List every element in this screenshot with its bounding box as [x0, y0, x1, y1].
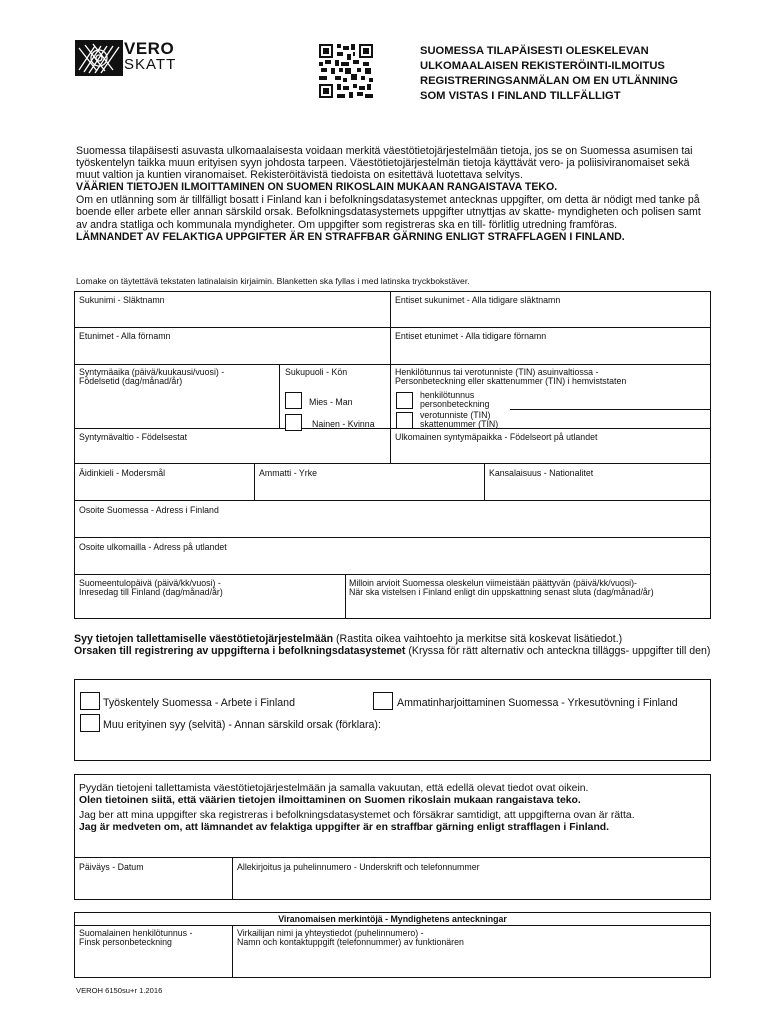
reason-other-label: Muu erityinen syy (selvitä) - Annan särskild orsak (förklara): — [103, 719, 381, 731]
pin-type-personal-id-label-fi: henkilötunnus — [420, 390, 475, 400]
pin-type-personal-id-checkbox[interactable] — [396, 392, 413, 409]
form-code: VEROH 6150su+r 1.2016 — [76, 986, 163, 995]
reason-heading-sv: Orsaken till registrering av uppgifterna i befolkningsdatasystemet — [74, 645, 406, 658]
intro-finnish: Suomessa tilapäisesti asuvasta ulkomaalaisesta voidaan merkitä väestötietojärjestelmään tietoja, jos se on Suomessa asumisen tai työskentelyn taikka muun erityisen syyn johdosta tarpeen. Väestötietojärjestelmän tietoja käyttävät vero- ja poliisiviranomaiset sekä muut valtion ja kuntien viranomaiset. Rekisteröitävistä tiedoista on esitettävä luotettava selvitys. — [76, 145, 693, 182]
profession-label: Ammatti - Yrke — [259, 468, 318, 478]
stay-end-field[interactable] — [347, 599, 709, 618]
intro-finnish-warning: VÄÄRIEN TIETOJEN ILMOITTAMINEN ON SUOMEN RIKOSLAIN MUKAAN RANGAISTAVA TEKO. — [76, 181, 558, 194]
gender-female-label: Nainen - Kvinna — [312, 419, 375, 429]
arrival-date-field[interactable] — [76, 599, 343, 618]
pin-type-personal-id-label-sv: personbeteckning — [420, 399, 490, 409]
mother-tongue-label: Äidinkieli - Modersmål — [79, 468, 166, 478]
birth-date-label-fi: Syntymäaika (päivä/kuukausi/vuosi) - — [79, 367, 225, 377]
nationality-label: Kansalaisuus - Nationalitet — [489, 468, 594, 478]
arrival-date-label-sv: Inresedag till Finland (dag/månad/år) — [79, 587, 223, 597]
title-line-4: SOM VISTAS I FINLAND TILLFÄLLIGT — [420, 90, 621, 102]
pin-type-tin-label-fi: verotunniste (TIN) — [420, 410, 491, 420]
reason-work-label: Työskentely Suomessa - Arbete i Finland — [103, 697, 295, 709]
vero-skatt-logo — [75, 40, 175, 76]
address-finland-label: Osoite Suomessa - Adress i Finland — [79, 505, 219, 515]
stay-end-label-sv: När ska vistelsen i Finland enligt din uppskattning senast sluta (dag/månad/år) — [349, 587, 654, 597]
declaration-fi-warning: Olen tietoinen siitä, että väärien tietojen ilmoittaminen on Suomen rikoslain mukaan rangaistava teko. — [79, 795, 581, 807]
gender-female-checkbox[interactable] — [285, 414, 302, 431]
title-line-3: REGISTRERINGSANMÄLAN OM EN UTLÄNNING — [420, 75, 678, 87]
fill-instruction: Lomake on täytettävä tekstaten latinalaisin kirjaimin. Blanketten ska fyllas i med latinska tryckbokstäver. — [76, 276, 470, 286]
former-first-names-field[interactable] — [392, 342, 709, 363]
finnish-pin-field[interactable] — [76, 949, 230, 977]
reason-professional-practice-checkbox[interactable] — [373, 692, 393, 710]
address-abroad-field[interactable] — [76, 553, 709, 573]
official-contact-label-fi: Virkailijan nimi ja yhteystiedot (puhelinnumero) - — [237, 928, 424, 938]
stay-end-label-fi: Milloin arvioit Suomessa oleskelun viimeistään päättyvän (päivä/kk/vuosi)- — [349, 578, 637, 588]
foreign-pin-label-fi: Henkilötunnus tai verotunniste (TIN) asuinvaltiossa - — [395, 367, 599, 377]
authority-notes-title: Viranomaisen merkintöjä - Myndighetens anteckningar — [278, 914, 507, 924]
declaration-text — [79, 783, 709, 834]
gender-male-label: Mies - Man — [309, 397, 353, 407]
nationality-field[interactable] — [486, 479, 709, 499]
registration-reason-heading — [74, 633, 714, 658]
birth-country-field[interactable] — [76, 443, 388, 462]
arrival-date-label-fi: Suomeentulopäivä (päivä/kk/vuosi) - — [79, 578, 221, 588]
finnish-pin-label-fi: Suomalainen henkilötunnus - — [79, 928, 193, 938]
declaration-fi: Pyydän tietojeni tallettamista väestötietojärjestelmään ja samalla vakuutan, että edellä olevat tiedot ovat oikein. — [79, 783, 589, 794]
signature-label: Allekirjoitus ja puhelinnumero - Underskrift och telefonnummer — [237, 862, 480, 872]
form-title — [420, 44, 720, 104]
intro-swedish: Om en utlänning som är tillfälligt bosatt i Finland kan i befolkningsdatasystemet antecknas uppgifter, om detta är nödigt med tanke på boende eller arbete eller annan särskild orsak. Befolkningsdatasystemets uppgifter utnyttjas av skatte- myndigheten och polisen samt av andra statliga och kommunala myndigheter. Om uppgifter som registreras ska en till- förlitlig utredning framföras. — [76, 194, 701, 231]
logo-vero-text: VERO — [124, 39, 175, 58]
birth-place-field[interactable] — [392, 443, 709, 462]
foreign-pin-label-sv: Personbeteckning eller skattenummer (TIN) i hemviststaten — [395, 376, 627, 386]
profession-field[interactable] — [256, 479, 482, 499]
birth-country-label: Syntymävaltio - Födelsestat — [79, 432, 188, 442]
surname-field[interactable] — [76, 306, 388, 326]
reason-heading-fi: Syy tietojen tallettamiselle väestötietojärjestelmään — [74, 633, 334, 645]
reason-instruction-fi: (Rastita oikea vaihtoehto ja merkitse sitä koskevat lisätiedot.) — [333, 633, 623, 645]
birth-date-field[interactable] — [76, 388, 277, 427]
date-label: Päiväys - Datum — [79, 862, 144, 872]
gender-male-checkbox[interactable] — [285, 392, 302, 409]
title-line-1: SUOMESSA TILAPÄISESTI OLESKELEVAN — [420, 45, 649, 57]
declaration-sv: Jag ber att mina uppgifter ska registreras i befolkningsdatasystemet och försäkrar samtidigt, att uppgifterna ovan är rätta. — [79, 810, 635, 822]
first-names-field[interactable] — [76, 342, 388, 363]
reason-work-checkbox[interactable] — [80, 692, 100, 710]
first-names-label: Etunimet - Alla förnamn — [79, 331, 171, 341]
qr-code-icon — [319, 44, 373, 98]
official-contact-field[interactable] — [234, 949, 709, 977]
reason-professional-practice-label: Ammatinharjoittaminen Suomessa - Yrkesutövning i Finland — [397, 697, 678, 709]
former-surnames-field[interactable] — [392, 306, 709, 326]
signature-field[interactable] — [234, 873, 709, 899]
intro-swedish-warning: LÄMNANDET AV FELAKTIGA UPPGIFTER ÄR EN STRAFFBAR GÄRNING ENLIGT STRAFFLAGEN I FINLAND. — [76, 230, 625, 243]
logo-skatt-text: SKATT — [124, 56, 177, 73]
intro-text — [76, 145, 706, 243]
surname-label: Sukunimi - Släktnamn — [79, 295, 165, 305]
title-line-2: ULKOMAALAISEN REKISTERÖINTI-ILMOITUS — [420, 60, 665, 72]
birth-date-label-sv: Födelsetid (dag/månad/år) — [79, 376, 183, 386]
birth-place-label: Ulkomainen syntymäpaikka - Födelseort på utlandet — [395, 432, 598, 442]
address-abroad-label: Osoite ulkomailla - Adress på utlandet — [79, 542, 227, 552]
vero-emblem-icon — [75, 40, 123, 76]
reason-instruction-sv: (Kryssa för rätt alternativ och anteckna tilläggs- uppgifter till den) — [405, 645, 711, 658]
mother-tongue-field[interactable] — [76, 479, 252, 499]
address-finland-field[interactable] — [76, 516, 709, 536]
finnish-pin-label-sv: Finsk personbeteckning — [79, 937, 172, 947]
pin-type-tin-checkbox[interactable] — [396, 412, 413, 429]
former-first-names-label: Entiset etunimet - Alla tidigare förnamn — [395, 331, 547, 341]
reason-other-details-field[interactable] — [76, 734, 709, 760]
former-surnames-label: Entiset sukunimet - Alla tidigare släktnamn — [395, 295, 561, 305]
date-field[interactable] — [76, 873, 230, 899]
declaration-sv-warning: Jag är medveten om, att lämnandet av felaktiga uppgifter är en straffbar gärning enligt strafflagen i Finland. — [79, 822, 610, 834]
pin-type-tin-label-sv: skattenummer (TIN) — [420, 419, 499, 429]
gender-label: Sukupuoli - Kön — [285, 367, 348, 377]
foreign-pin-field[interactable] — [512, 389, 708, 408]
reason-other-checkbox[interactable] — [80, 714, 100, 732]
official-contact-label-sv: Namn och kontaktuppgift (telefonnummer) av funktionären — [237, 937, 464, 947]
